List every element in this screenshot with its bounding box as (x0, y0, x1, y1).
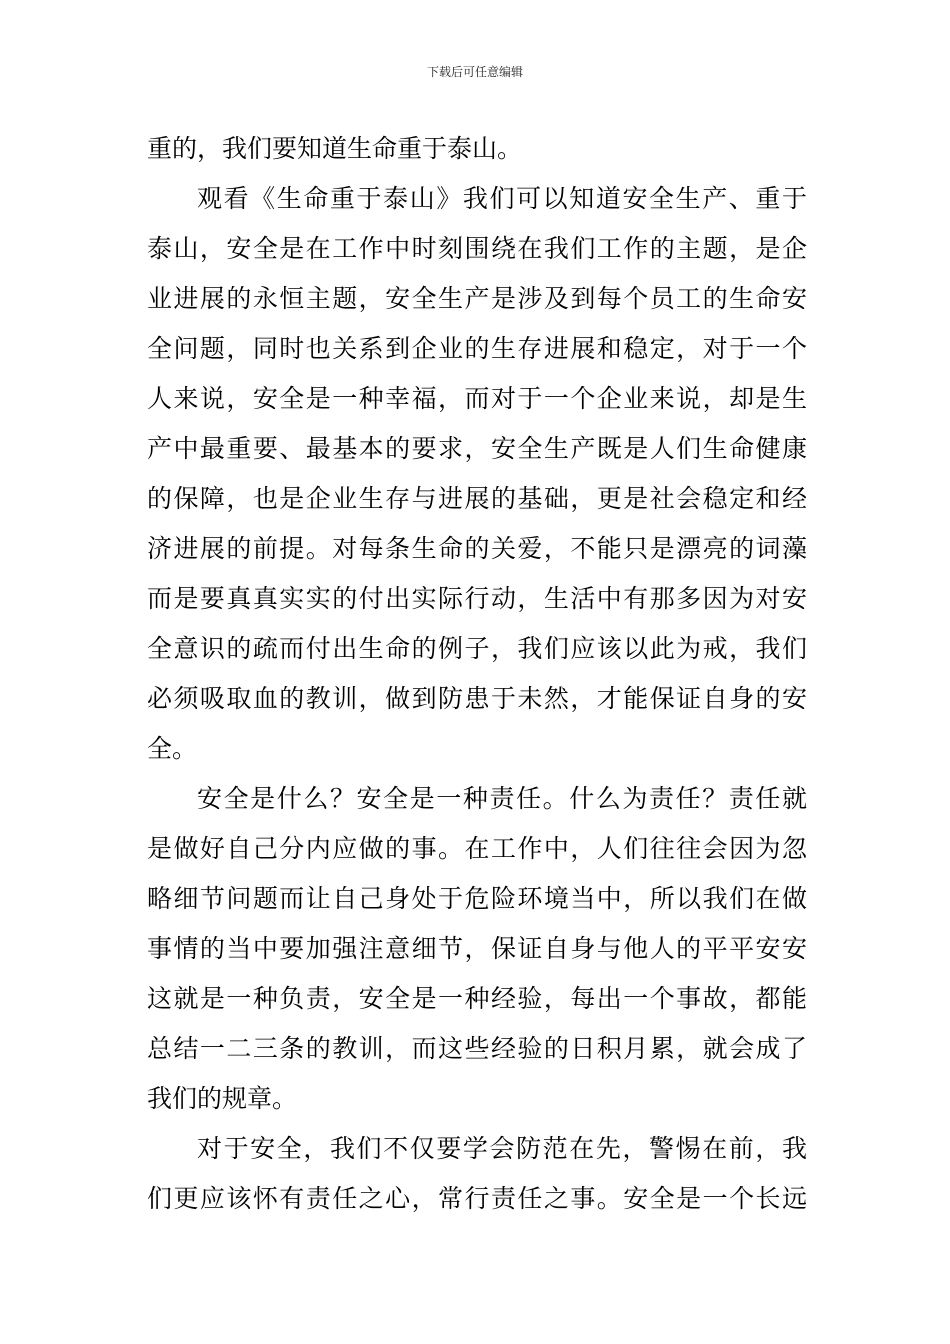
text-line: 们更应该怀有责任之心，常行责任之事。安全是一个长远 (147, 1184, 807, 1213)
page-header: 下载后可任意编辑 (426, 65, 523, 79)
text-line: 人来说，安全是一种幸福，而对于一个企业来说，却是生 (147, 384, 807, 413)
text-line: 是做好自己分内应做的事。在工作中，人们往往会因为忽 (147, 834, 807, 863)
text-line: 的保障，也是企业生存与进展的基础，更是社会稳定和经 (147, 484, 807, 513)
text-line: 总结一二三条的教训，而这些经验的日积月累，就会成了 (147, 1034, 807, 1063)
text-line: 略细节问题而让自己身处于危险环境当中，所以我们在做 (147, 884, 807, 913)
text-line: 观看《生命重于泰山》我们可以知道安全生产、重于 (197, 184, 807, 213)
document-body (147, 124, 807, 1224)
text-line: 必须吸取血的教训，做到防患于未然，才能保证自身的安 (147, 684, 807, 713)
text-line: 济进展的前提。对每条生命的关爱，不能只是漂亮的词藻 (147, 534, 807, 563)
text-line: 业进展的永恒主题，安全生产是涉及到每个员工的生命安 (147, 284, 807, 313)
text-line: 重的，我们要知道生命重于泰山。 (147, 134, 523, 163)
text-line: 全意识的疏而付出生命的例子，我们应该以此为戒，我们 (147, 634, 807, 663)
text-line: 全问题，同时也关系到企业的生存进展和稳定，对于一个 (147, 334, 807, 363)
text-line: 我们的规章。 (147, 1084, 298, 1113)
text-line: 安全是什么？安全是一种责任。什么为责任？责任就 (197, 784, 807, 813)
text-line: 对于安全，我们不仅要学会防范在先，警惕在前，我 (197, 1134, 807, 1163)
text-line: 这就是一种负责，安全是一种经验，每出一个事故，都能 (147, 984, 807, 1013)
text-line: 全。 (147, 734, 198, 763)
text-line: 泰山，安全是在工作中时刻围绕在我们工作的主题，是企 (147, 234, 807, 263)
text-line: 事情的当中要加强注意细节，保证自身与他人的平平安安 (147, 934, 807, 963)
text-line: 产中最重要、最基本的要求，安全生产既是人们生命健康 (147, 434, 807, 463)
text-line: 而是要真真实实的付出实际行动，生活中有那多因为对安 (147, 584, 807, 613)
